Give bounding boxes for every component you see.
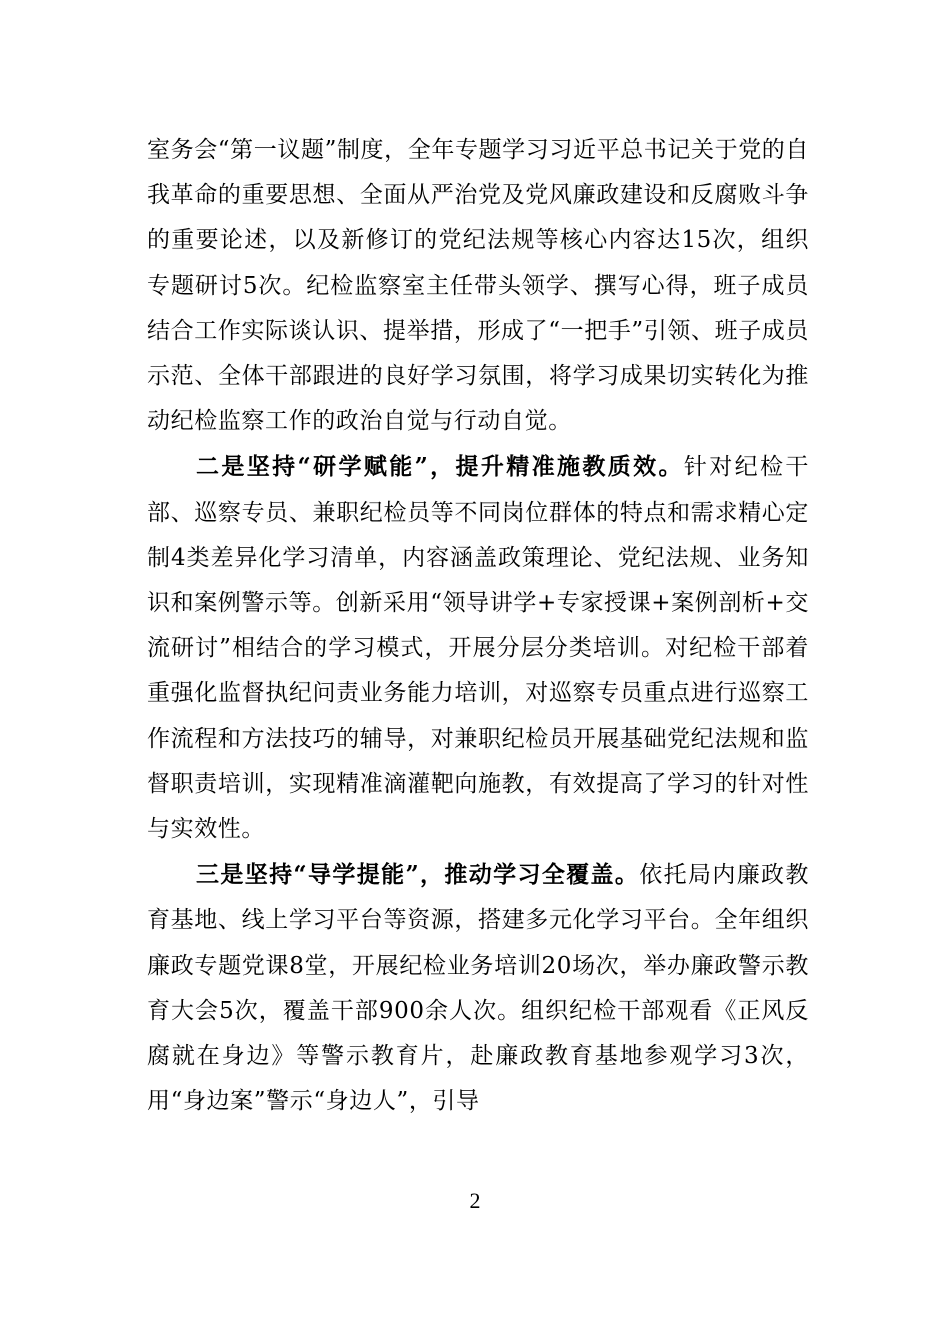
page-number: 2 — [469, 1188, 481, 1213]
paragraph-guided-learning — [147, 852, 809, 1124]
paragraph-text: 针对纪检干部、巡察专员、兼职纪检员等不同岗位群体的特点和需求精心定制4类差异化学习清单，内容涵盖政策理论、党纪法规、业务知识和案例警示等。创新采用“领导讲学+专家授课+案例剖析+交流研讨”相结合的学习模式，开展分层分类培训。对纪检干部着重强化监督执纪问责业务能力培训，对巡察专员重点进行巡察工作流程和方法技巧的辅导，对兼职纪检员开展基础党纪法规和监督职责培训，实现精准滴灌靶向施教，有效提高了学习的针对性与实效性。 — [147, 454, 809, 843]
paragraph-text: 室务会“第一议题”制度，全年专题学习习近平总书记关于党的自我革命的重要思想、全面从严治党及党风廉政建设和反腐败斗争的重要论述，以及新修订的党纪法规等核心内容达15次，组织专题研讨5次。纪检监察室主任带头领学、撰写心得，班子成员结合工作实际谈认识、提举措，形成了“一把手”引领、班子成员示范、全体干部跟进的良好学习氛围，将学习成果切实转化为推动纪检监察工作的政治自觉与行动自觉。 — [147, 137, 809, 435]
paragraph-text: 依托局内廉政教育基地、线上学习平台等资源，搭建多元化学习平台。全年组织廉政专题党课8堂，开展纪检业务培训20场次，举办廉政警示教育大会5次，覆盖干部900余人次。组织纪检干部观看《正风反腐就在身边》等警示教育片，赴廉政教育基地参观学习3次，用“身边案”警示“身边人”，引导 — [147, 862, 810, 1115]
paragraph-lead-heading: 二是坚持“研学赋能”，提升精准施教质效。 — [196, 453, 684, 481]
paragraph-research-empowerment — [147, 444, 809, 852]
paragraph-continuation — [147, 128, 809, 444]
paragraph-lead-heading: 三是坚持“导学提能”，推动学习全覆盖。 — [196, 861, 640, 889]
body-text — [147, 128, 809, 1124]
